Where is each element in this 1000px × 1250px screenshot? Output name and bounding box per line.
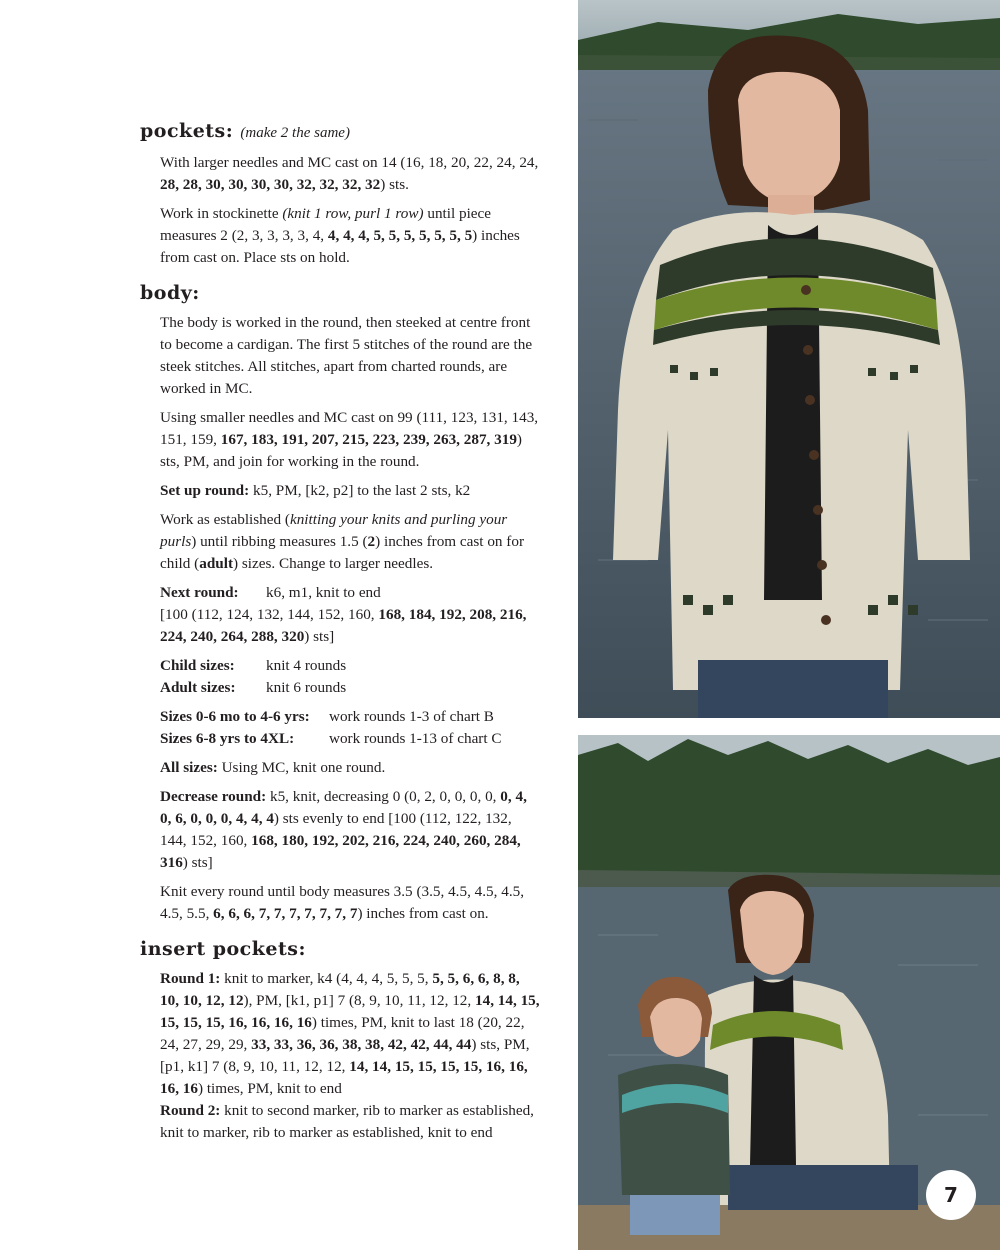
small-sizes-label: Sizes 0-6 mo to 4-6 yrs: — [160, 708, 310, 725]
pockets-title: pockets: — [140, 120, 234, 142]
pockets-cast-on-paragraph: With larger needles and MC cast on 14 (16, 18, 20, 22, 24, 24, 28, 28, 30, 30, 30, 30, 32, 32, 32, 32) sts. — [160, 154, 539, 193]
child-sizes-value: knit 4 rounds — [266, 657, 347, 674]
pockets-stockinette-paragraph: Work in stockinette (knit 1 row, purl 1 row) until piece measures 2 (2, 3, 3, 3, 3, 4, 4, 4, 4, 5, 5, 5, 5, 5, 5, 5) inches from cast on. Place sts on hold. — [160, 205, 520, 266]
child-sizes-label: Child sizes: — [160, 657, 235, 674]
body-intro-paragraph: The body is worked in the round, then steeked at centre front to become a cardigan. The first 5 stitches of the round are the steek stitches. All stitches, apart from charted rounds, are worked in MC. — [160, 314, 533, 397]
large-sizes-value: work rounds 1-13 of chart C — [329, 730, 502, 747]
next-round-label: Next round: — [160, 584, 239, 601]
photo-woman-and-child — [578, 735, 1000, 1250]
adult-sizes-label: Adult sizes: — [160, 679, 236, 696]
photo-woman-cardigan-graphic — [578, 0, 1000, 718]
pockets-note: (make 2 the same) — [240, 125, 350, 141]
setup-round-paragraph: Set up round: k5, PM, [k2, p2] to the last 2 sts, k2 — [160, 482, 471, 499]
body-heading: body: — [140, 282, 200, 304]
next-round-block — [160, 582, 540, 648]
small-sizes-value: work rounds 1-3 of chart B — [329, 708, 494, 725]
body-cast-on-paragraph: Using smaller needles and MC cast on 99 (111, 123, 131, 143, 151, 159, 167, 183, 191, 207, 215, 223, 239, 263, 287, 319) sts, PM, and join for working in the round. — [160, 409, 539, 470]
body-section — [160, 312, 540, 925]
size-rounds-block — [160, 655, 540, 699]
photo-woman-and-child-graphic — [578, 735, 1000, 1250]
chart-sizes-block — [160, 706, 540, 750]
insert-pockets-heading: insert pockets: — [140, 938, 306, 960]
insert-pockets-section — [160, 968, 540, 1144]
page-number: 7 — [926, 1170, 976, 1220]
next-round-count: [100 (112, 124, 132, 144, 152, 160, 168, 184, 192, 208, 216, 224, 240, 264, 288, 320) sts] — [160, 606, 527, 645]
ribbing-paragraph: Work as established (knitting your knits and purling your purls) until ribbing measures 1.5 (2) inches from cast on for child (adult) sizes. Change to larger needles. — [160, 511, 525, 572]
round-2-paragraph: Round 2: knit to second marker, rib to marker as established, knit to marker, rib to marker as established, knit to end — [160, 1102, 534, 1141]
photo-woman-cardigan — [578, 0, 1000, 718]
adult-sizes-value: knit 6 rounds — [266, 679, 347, 696]
pockets-heading — [140, 118, 540, 146]
pockets-section — [160, 152, 540, 269]
knit-every-round-paragraph: Knit every round until body measures 3.5 (3.5, 4.5, 4.5, 4.5, 4.5, 5.5, 6, 6, 6, 7, 7, 7, 7, 7, 7, 7) inches from cast on. — [160, 883, 525, 922]
all-sizes-paragraph: All sizes: Using MC, knit one round. — [160, 759, 386, 776]
next-round-value: k6, m1, knit to end — [266, 584, 381, 601]
text-column — [140, 118, 540, 1151]
round-1-paragraph: Round 1: knit to marker, k4 (4, 4, 4, 5, 5, 5, 5, 5, 6, 6, 8, 8, 10, 10, 12, 12), PM, [k1, p1] 7 (8, 9, 10, 11, 12, 12, 14, 14, 15, 15, 15, 15, 16, 16, 16, 16) times, PM, knit to last 18 (20, 22, 24, 27, 29, 29, 33, 33, 36, 36, 38, 38, 42, 42, 44, 44) sts, PM, [p1, k1] 7 (8, 9, 10, 11, 12, 12, 14, 14, 15, 15, 15, 15, 16, 16, 16, 16) times, PM, knit to end — [160, 970, 540, 1097]
decrease-round-paragraph: Decrease round: k5, knit, decreasing 0 (0, 2, 0, 0, 0, 0, 0, 4, 0, 6, 0, 0, 0, 4, 4, 4) sts evenly to end [100 (112, 122, 132, 144, 152, 160, 168, 180, 192, 202, 216, 224, 240, 260, 284, 316) sts] — [160, 788, 527, 871]
large-sizes-label: Sizes 6-8 yrs to 4XL: — [160, 730, 295, 747]
